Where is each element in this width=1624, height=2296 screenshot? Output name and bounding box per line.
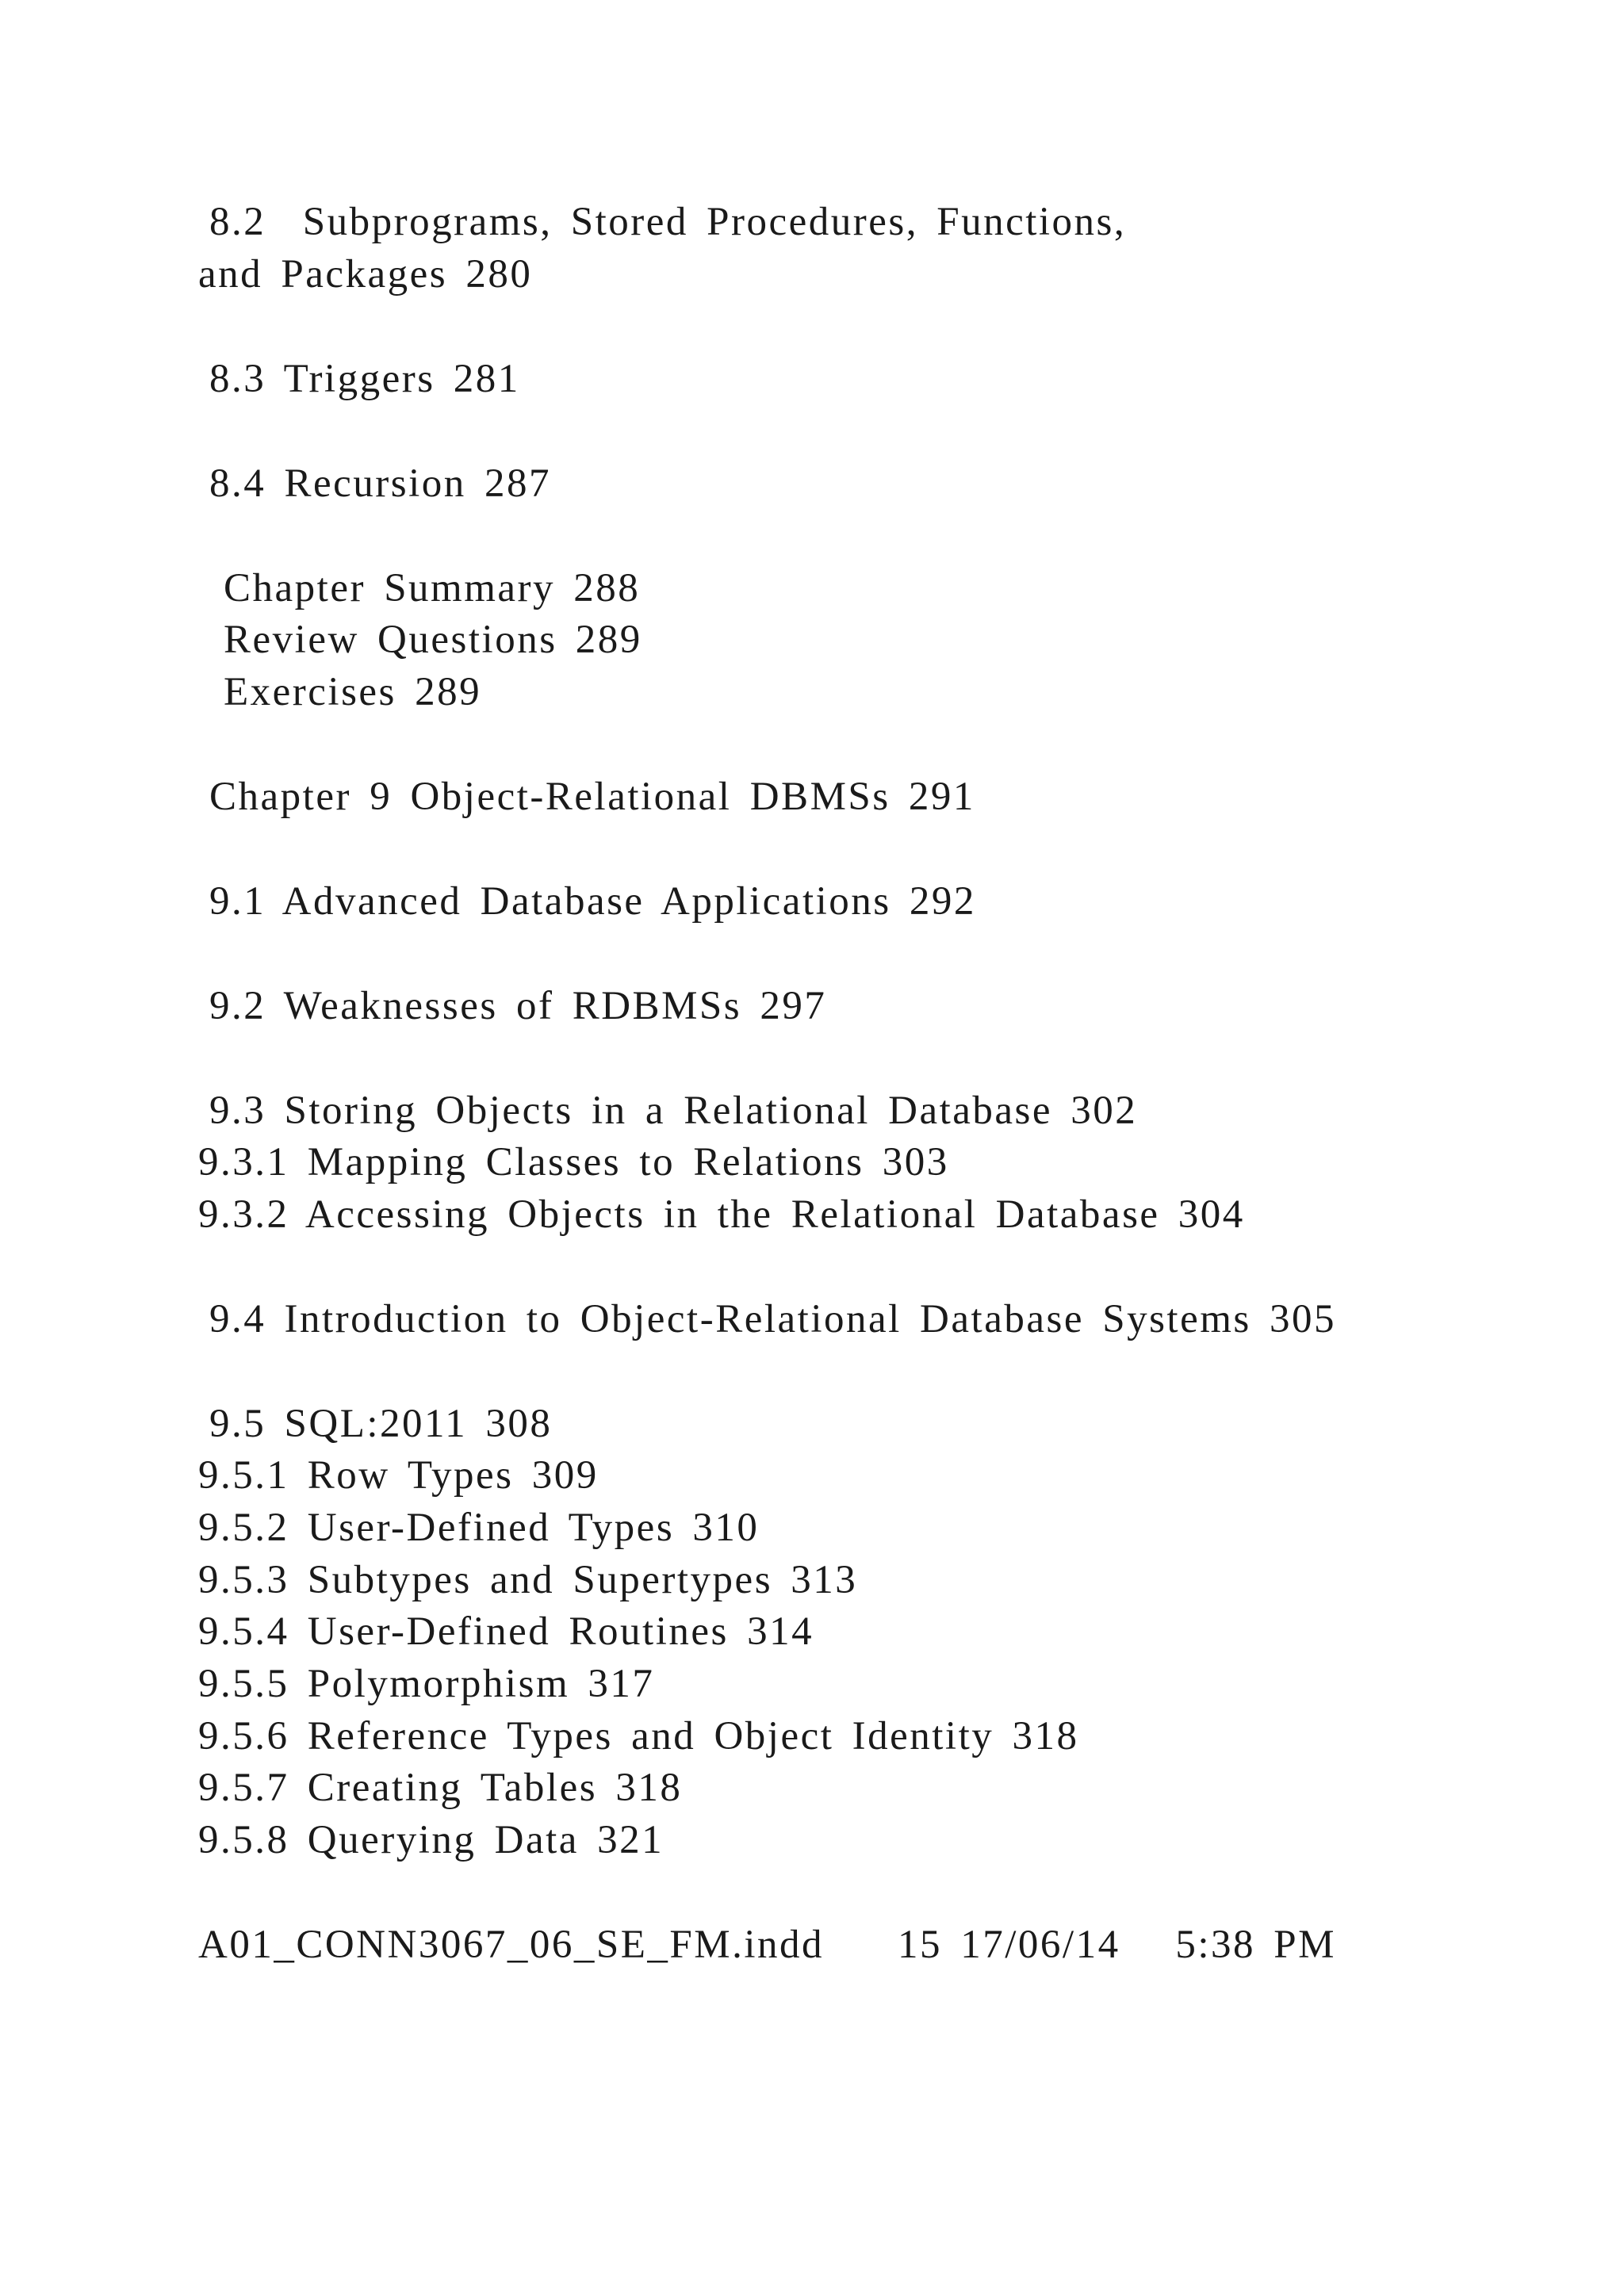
toc-entry-9-5-4: 9.5.4 User-Defined Routines 314 <box>198 1609 814 1654</box>
toc-entry-9-2: 9.2 Weaknesses of RDBMSs 297 <box>209 984 827 1028</box>
toc-entry-9-5-7: 9.5.7 Creating Tables 318 <box>198 1766 683 1810</box>
toc-entry-8-4: 8.4 Recursion 287 <box>209 461 552 506</box>
toc-entry-exercises: Exercises 289 <box>224 670 482 714</box>
toc-entry-8-2-line1: 8.2 Subprograms, Stored Procedures, Functions, <box>209 200 1127 244</box>
toc-entry-9-3-2: 9.3.2 Accessing Objects in the Relational Database 304 <box>198 1192 1245 1237</box>
toc-entry-9-3: 9.3 Storing Objects in a Relational Database 302 <box>209 1089 1138 1133</box>
toc-entry-9-4: 9.4 Introduction to Object-Relational Database Systems 305 <box>209 1297 1336 1341</box>
toc-entry-review-questions: Review Questions 289 <box>224 618 642 662</box>
toc-entry-9-5-3: 9.5.3 Subtypes and Supertypes 313 <box>198 1558 858 1602</box>
toc-entry-9-5-8: 9.5.8 Querying Data 321 <box>198 1818 665 1862</box>
toc-entry-8-3: 8.3 Triggers 281 <box>209 357 520 401</box>
toc-entry-9-5-6: 9.5.6 Reference Types and Object Identity 318 <box>198 1714 1079 1758</box>
toc-entry-9-3-1: 9.3.1 Mapping Classes to Relations 303 <box>198 1140 949 1184</box>
toc-entry-chapter-summary: Chapter Summary 288 <box>224 566 641 610</box>
toc-entry-chapter-9: Chapter 9 Object-Relational DBMSs 291 <box>209 775 975 819</box>
toc-entry-9-1: 9.1 Advanced Database Applications 292 <box>209 879 976 924</box>
toc-entry-9-5-5: 9.5.5 Polymorphism 317 <box>198 1662 655 1706</box>
toc-entry-9-5-2: 9.5.2 User-Defined Types 310 <box>198 1506 760 1550</box>
toc-entry-8-2-line2: and Packages 280 <box>198 252 533 297</box>
toc-entry-9-5-1: 9.5.1 Row Types 309 <box>198 1453 599 1498</box>
toc-entry-9-5: 9.5 SQL:2011 308 <box>209 1402 553 1446</box>
print-slug-footer: A01_CONN3067_06_SE_FM.indd 15 17/06/14 5:38 PM <box>198 1923 1336 1967</box>
